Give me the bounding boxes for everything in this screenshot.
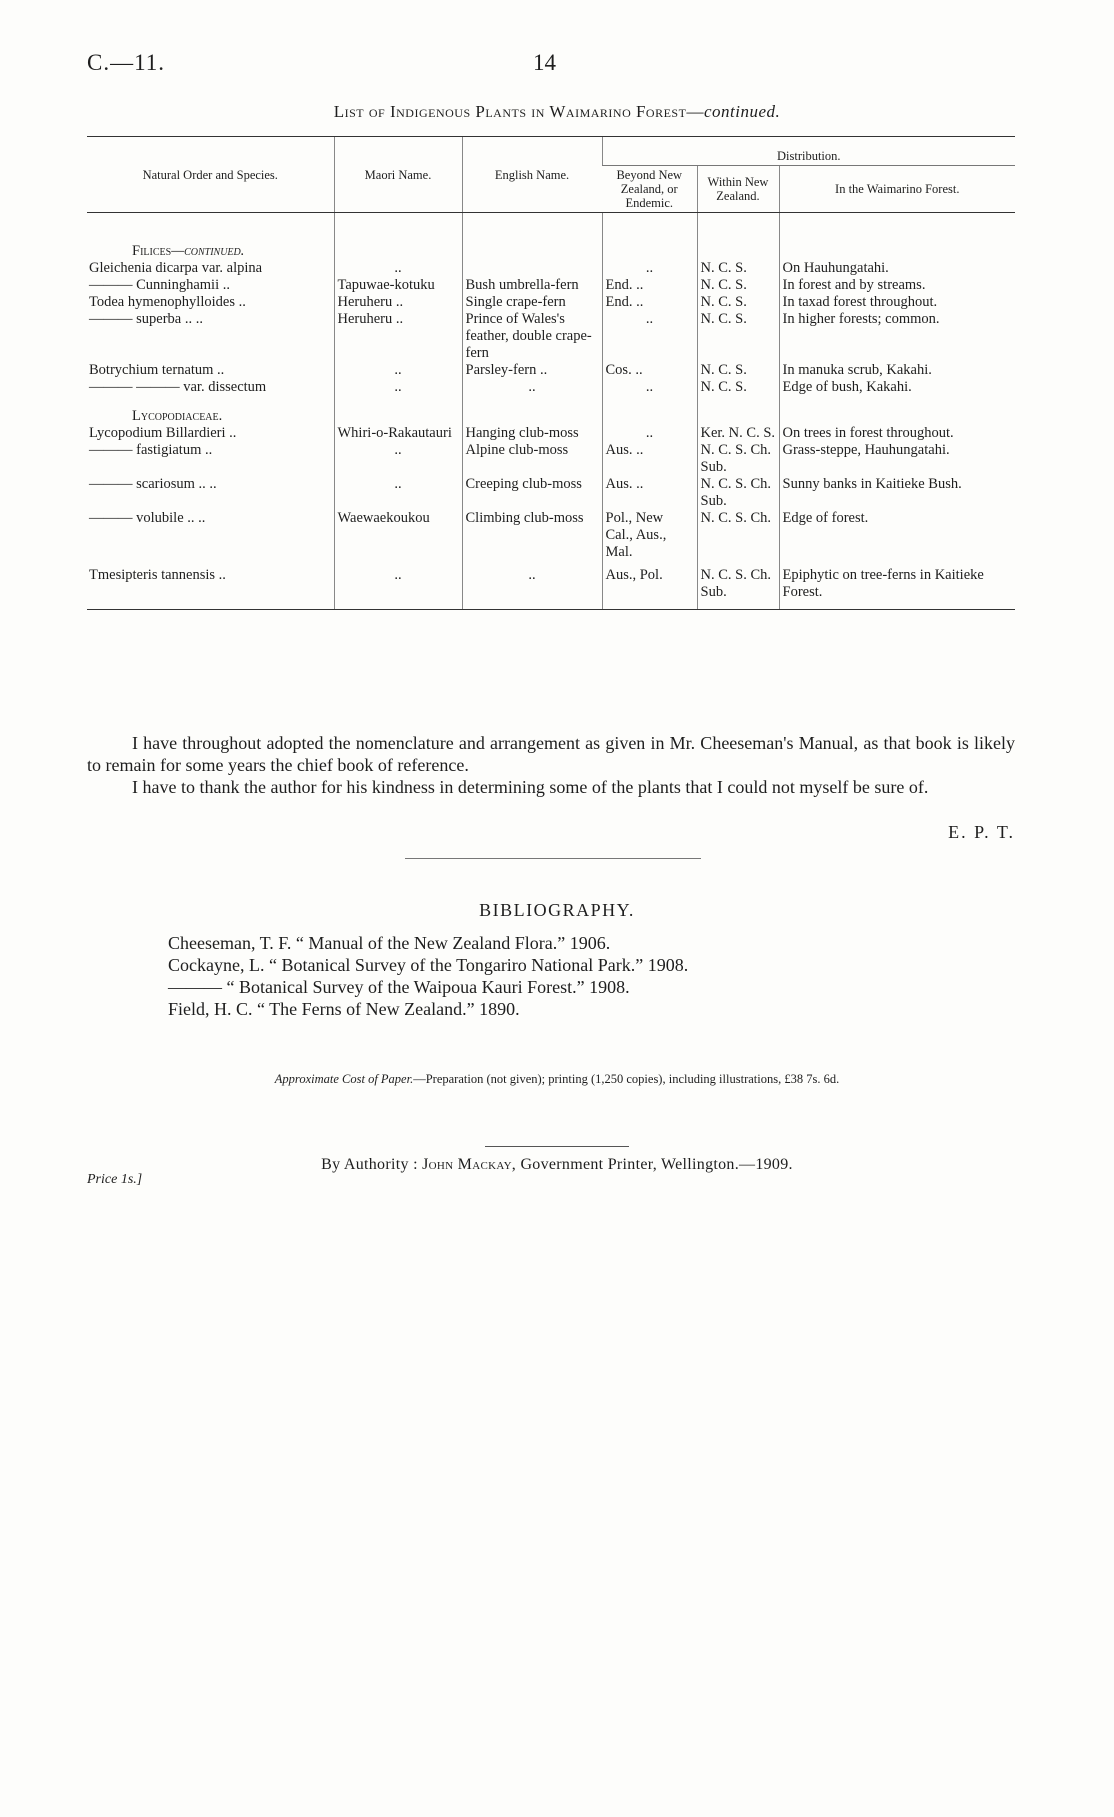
species-cell: ——— Cunninghamii .. [89,277,230,293]
waimarino-cell: Edge of forest. [779,510,1015,561]
english-cell: Single crape-fern [462,294,602,311]
table-title-main: List of Indigenous Plants in Waimarino Forest [333,102,687,121]
beyond-cell: End. .. [602,294,697,311]
maori-cell: Heruheru .. [334,294,462,311]
signature: E. P. T. [948,822,1015,842]
plants-table [87,136,1015,610]
family-lycopodiaceae: Lycopodiaceae. [132,408,223,424]
english-cell: Bush umbrella-fern [462,277,602,294]
table-row [87,476,1015,510]
document-reference: C.—11. [87,50,165,75]
maori-cell: .. [334,561,462,601]
header-english-name: English Name. [462,137,602,213]
table-row [87,294,1015,311]
beyond-cell: Cos. .. [602,362,697,379]
maori-cell: Tapuwae-kotuku [334,277,462,294]
bibliography [168,932,688,1020]
beyond-cell: .. [602,311,697,362]
waimarino-cell: In forest and by streams. [779,277,1015,294]
within-cell: N. C. S. [697,260,779,277]
species-cell: Todea hymenophylloides .. [89,294,246,310]
waimarino-cell: On Hauhungatahi. [779,260,1015,277]
printer-name: John Mackay, [422,1156,517,1173]
table-title [0,102,1114,122]
waimarino-cell: In taxad forest throughout. [779,294,1015,311]
waimarino-cell: Epiphytic on tree-ferns in Kaitieke Forest. [779,561,1015,601]
maori-cell: Whiri-o-Rakautauri [334,425,462,442]
bibliography-title: BIBLIOGRAPHY. [479,900,635,920]
table-row [87,561,1015,601]
header-natural-order: Natural Order and Species. [87,137,334,213]
species-cell: ——— scariosum .. .. [89,476,217,492]
waimarino-cell: Grass-steppe, Hauhungatahi. [779,442,1015,476]
within-cell: N. C. S. [697,379,779,396]
table-title-continued: continued. [703,102,781,121]
table-row [87,277,1015,294]
species-cell: ——— volubile .. .. [89,510,206,526]
within-cell: N. C. S. Ch. Sub. [697,476,779,510]
page-number: 14 [533,50,556,75]
english-cell [462,260,602,277]
maori-cell: Heruheru .. [334,311,462,362]
species-cell: Tmesipteris tannensis .. [89,567,226,583]
within-cell: N. C. S. [697,294,779,311]
printer-imprint [0,1156,1114,1174]
header-beyond-nz: Beyond New Zealand, or Endemic. [602,166,697,213]
header-distribution: Distribution. [602,137,1015,166]
maori-cell: .. [334,260,462,277]
waimarino-cell: In higher forests; common. [779,311,1015,362]
divider [485,1146,629,1147]
note-paragraph-2: I have to thank the author for his kindness in determining some of the plants that I could not myself be sure of. [132,777,929,797]
within-cell: N. C. S. [697,277,779,294]
cost-label: Approximate Cost of Paper. [274,1072,414,1086]
header-waimarino: In the Waimarino Forest. [779,166,1015,213]
maori-cell: Waewaekoukou [334,510,462,561]
table-row [87,311,1015,362]
cost-note [0,1072,1114,1087]
printer-prefix: By Authority : [321,1156,418,1173]
family-filices [87,243,334,260]
maori-cell: .. [334,442,462,476]
beyond-cell: End. .. [602,277,697,294]
english-cell: Prince of Wales's feather, double crape-fern [462,311,602,362]
within-cell: N. C. S. [697,362,779,379]
printer-suffix: Government Printer, Wellington.—1909. [520,1156,793,1173]
table-row [87,442,1015,476]
species-cell: Lycopodium Billardieri .. [89,425,237,441]
family-filices-continued: —continued. [171,243,245,259]
beyond-cell: Aus. .. [602,442,697,476]
header-maori-name: Maori Name. [334,137,462,213]
english-cell: .. [462,561,602,601]
waimarino-cell: On trees in forest throughout. [779,425,1015,442]
divider [405,858,701,859]
species-cell: ——— superba .. .. [89,311,203,327]
within-cell: N. C. S. [697,311,779,362]
family-row [87,396,1015,425]
note-paragraph-1: I have throughout adopted the nomenclature and arrangement as given in Mr. Cheeseman's Manual, as that book is likely to remain for some years the chief book of reference. [87,733,1015,775]
waimarino-cell: In manuka scrub, Kakahi. [779,362,1015,379]
header-within-nz: Within New Zealand. [697,166,779,213]
table-row [87,425,1015,442]
table-row [87,379,1015,396]
within-cell: Ker. N. C. S. [697,425,779,442]
bibliography-entry: Cheeseman, T. F. “ Manual of the New Zealand Flora.” 1906. [168,933,611,953]
bibliography-entry: ——— “ Botanical Survey of the Waipoua Kauri Forest.” 1908. [168,977,630,997]
english-cell: Parsley-fern .. [462,362,602,379]
family-row [87,243,1015,260]
table-title-separator: — [686,102,704,121]
beyond-cell: .. [602,379,697,396]
species-cell: ——— fastigiatum .. [89,442,213,458]
species-cell: Botrychium ternatum .. [89,362,225,378]
table-row [87,260,1015,277]
cost-text: —Preparation (not given); printing (1,250 copies), including illustrations, £38 7s. 6d. [413,1072,840,1086]
family-filices-name: Filices [132,243,172,259]
bibliography-entry: Cockayne, L. “ Botanical Survey of the Tongariro National Park.” 1908. [168,955,689,975]
beyond-cell: Aus. .. [602,476,697,510]
english-cell: Creeping club-moss [462,476,602,510]
english-cell: .. [462,379,602,396]
beyond-cell: .. [602,260,697,277]
beyond-cell: .. [602,425,697,442]
bibliography-entry: Field, H. C. “ The Ferns of New Zealand.” 1890. [168,999,520,1019]
within-cell: N. C. S. Ch. Sub. [697,442,779,476]
maori-cell: .. [334,476,462,510]
within-cell: N. C. S. Ch. [697,510,779,561]
waimarino-cell: Sunny banks in Kaitieke Bush. [779,476,1015,510]
beyond-cell: Aus., Pol. [602,561,697,601]
english-cell: Climbing club-moss [462,510,602,561]
waimarino-cell: Edge of bush, Kakahi. [779,379,1015,396]
species-cell: ——— ——— var. dissectum [89,379,267,395]
table-row [87,510,1015,561]
within-cell: N. C. S. Ch. Sub. [697,561,779,601]
maori-cell: .. [334,379,462,396]
english-cell: Alpine club-moss [462,442,602,476]
table-row [87,362,1015,379]
species-cell: Gleichenia dicarpa var. alpina [89,260,263,276]
english-cell: Hanging club-moss [462,425,602,442]
beyond-cell: Pol., New Cal., Aus., Mal. [602,510,697,561]
price: Price 1s.] [87,1172,143,1187]
maori-cell: .. [334,362,462,379]
